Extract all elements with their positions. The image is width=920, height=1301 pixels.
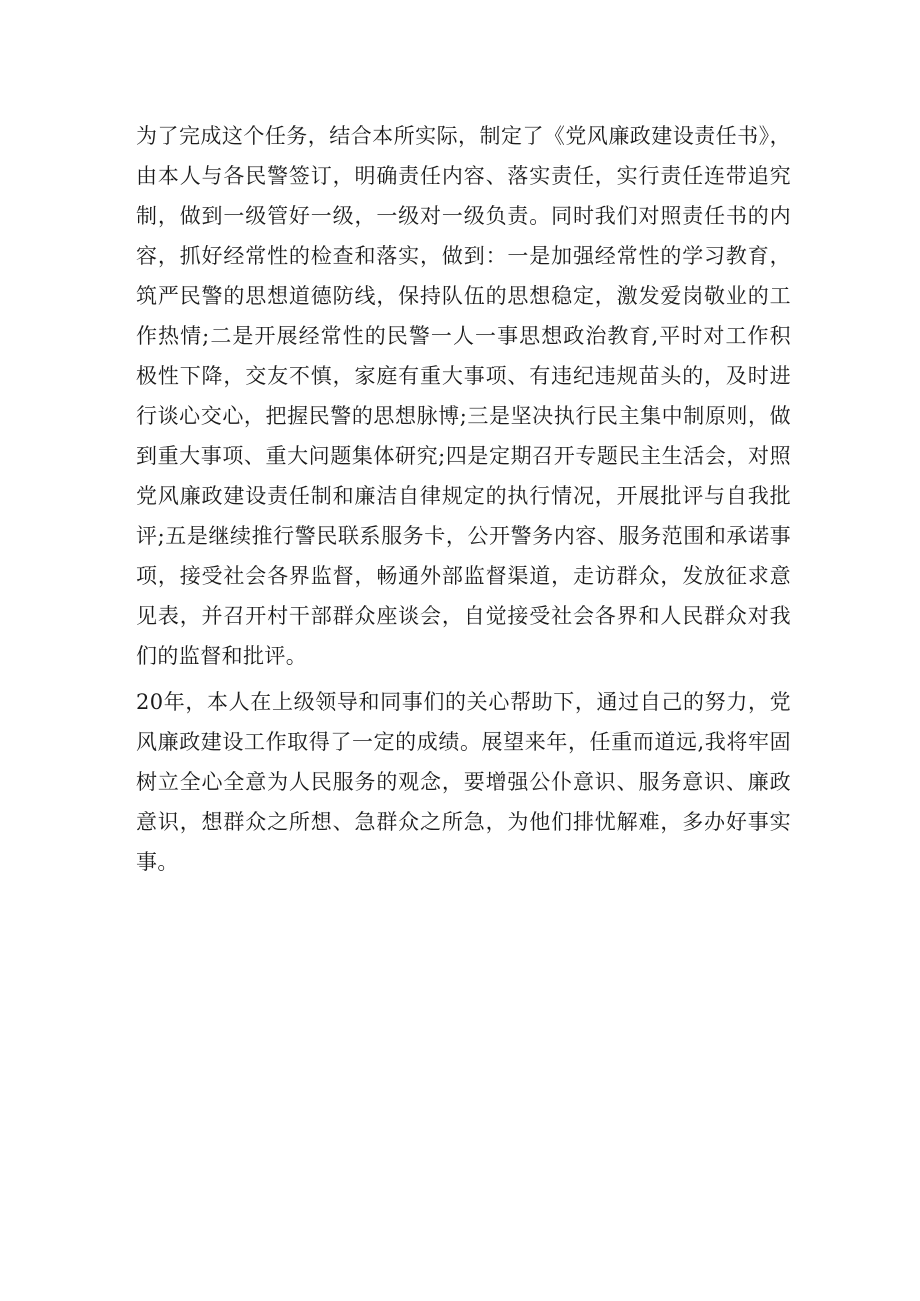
paragraph-outlook: 20年，本人在上级领导和同事们的关心帮助下，通过自己的努力，党风廉政建设工作取得了一定的成绩。展望来年，任重而道远,我将牢固树立全心全意为人民服务的观念，要增强公仆意识、服务意识、廉政意识，想群众之所想、急群众之所急，为他们排忧解难，多办好事实事。 — [136, 690, 791, 874]
paragraph-responsibility: 为了完成这个任务，结合本所实际，制定了《党风廉政建设责任书》，由本人与各民警签订，明确责任内容、落实责任，实行责任连带追究制，做到一级管好一级，一级对一级负责。同时我们对照责任书的内容，抓好经常性的检查和落实，做到：一是加强经常性的学习教育，筑严民警的思想道德防线，保持队伍的思想稳定，激发爱岗敬业的工作热情;二是开展经常性的民警一人一事思想政治教育,平时对工作积极性下降，交友不慎，家庭有重大事项、有违纪违规苗头的，及时进行谈心交心，把握民警的思想脉博;三是坚决执行民主集中制原则，做到重大事项、重大问题集体研究;四是定期召开专题民主生活会，对照党风廉政建设责任制和廉洁自律规定的执行情况，开展批评与自我批评;五是继续推行警民联系服务卡，公开警务内容、服务范围和承诺事项，接受社会各界监督，畅通外部监督渠道，走访群众，发放征求意见表，并召开村干部群众座谈会，自觉接受社会各界和人民群众对我们的监督和批评。 — [136, 124, 791, 668]
document-body — [136, 116, 791, 882]
